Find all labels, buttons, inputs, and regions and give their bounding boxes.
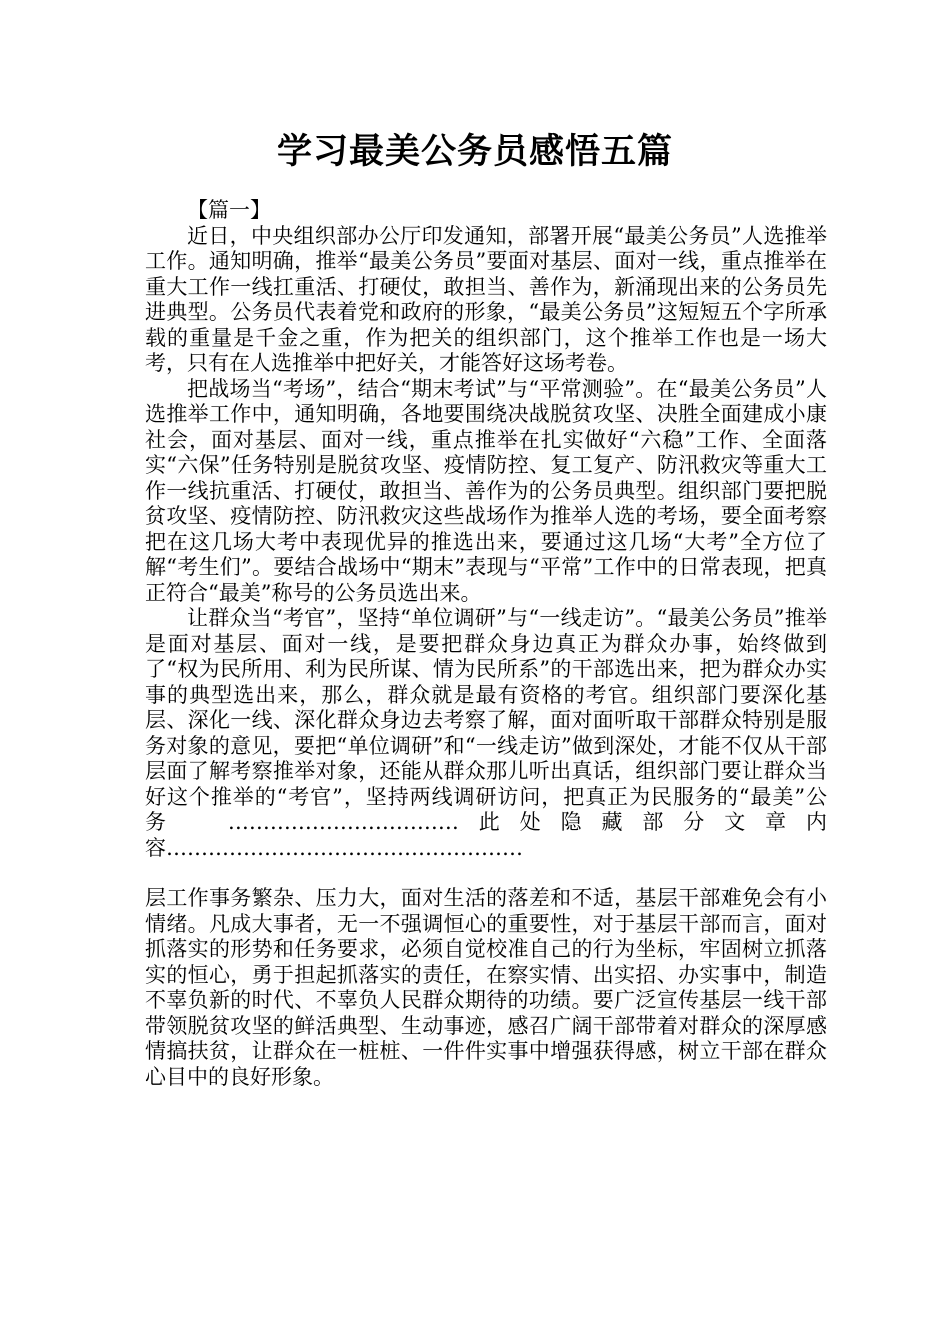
paragraph-continuation: 层工作事务繁杂、压力大，面对生活的落差和不适，基层干部难免会有小情绪。凡成大事者，无一不强调恒心的重要性，对于基层干部而言，面对抓落实的形势和任务要求，必须自觉校准自己的行为坐标，牢固树立抓落实的恒心，勇于担起抓落实的责任，在察实情、出实招、办实事中，制造不辜负新的时代、不辜负人民群众期待的功绩。要广泛宣传基层一线干部带领脱贫攻坚的鲜活典型、生动事迹，感召广阔干部带着对群众的深厚感情搞扶贫，让群众在一桩桩、一件件实事中增强获得感，树立干部在群众心目中的良好形象。 [145,886,827,1089]
section-label: 【篇一】 [187,198,271,222]
document-title: 学习最美公务员感悟五篇 [276,132,673,172]
document-body [145,198,827,1090]
paragraph-2: 把战场当“考场”，结合“期末考试”与“平常测验”。在“最美公务员”人选推举工作中，通知明确，各地要围绕决战脱贫攻坚、决胜全面建成小康社会，面对基层、面对一线，重点推举在扎实做好“六稳”工作、全面落实“六保”任务特别是脱贫攻坚、疫情防控、复工复产、防汛救灾等重大工作一线抗重活、打硬仗，敢担当、善作为的公务员典型。组织部门要把脱贫攻坚、疫情防控、防汛救灾这些战场作为推举人选的考场，要全面考察把在这几场大考中表现优异的推选出来，要通过这几场“大考”全方位了解“考生们”。要结合战场中“期末”表现与“平常”工作中的日常表现，把真正符合“最美”称号的公务员选出来。 [145,376,827,605]
hidden-content-notice: ……………………………此处隐藏部分文章内容…………………………………………… [145,810,828,860]
paragraph-1: 近日，中央组织部办公厅印发通知，部署开展“最美公务员”人选推举工作。通知明确，推举“最美公务员”要面对基层、面对一线，重点推举在重大工作一线扛重活、打硬仗，敢担当、善作为，新涌现出来的公务员先进典型。公务员代表着党和政府的形象，“最美公务员”这短短五个字所承载的重量是千金之重，作为把关的组织部门，这个推举工作也是一场大考，只有在人选推举中把好关，才能答好这场考卷。 [145,223,827,375]
paragraph-3 [145,606,827,861]
paragraph-3-text: 让群众当“考官”，坚持“单位调研”与“一线走访”。“最美公务员”推举是面对基层、面对一线，是要把群众身边真正为群众办事，始终做到了“权为民所用、利为民所谋、情为民所系”的干部选出来，把为群众办实事的典型选出来，那么，群众就是最有资格的考官。组织部门要深化基层、深化一线、深化群众身边去考察了解，面对面听取干部群众特别是服务对象的意见，要把“单位调研”和“一线走访”做到深处，才能不仅从干部层面了解考察推举对象，还能从群众那儿听出真话，组织部门要让群众当好这个推举的“考官”，坚持两线调研访问，把真正为民服务的“最美”公务 [145,606,827,834]
